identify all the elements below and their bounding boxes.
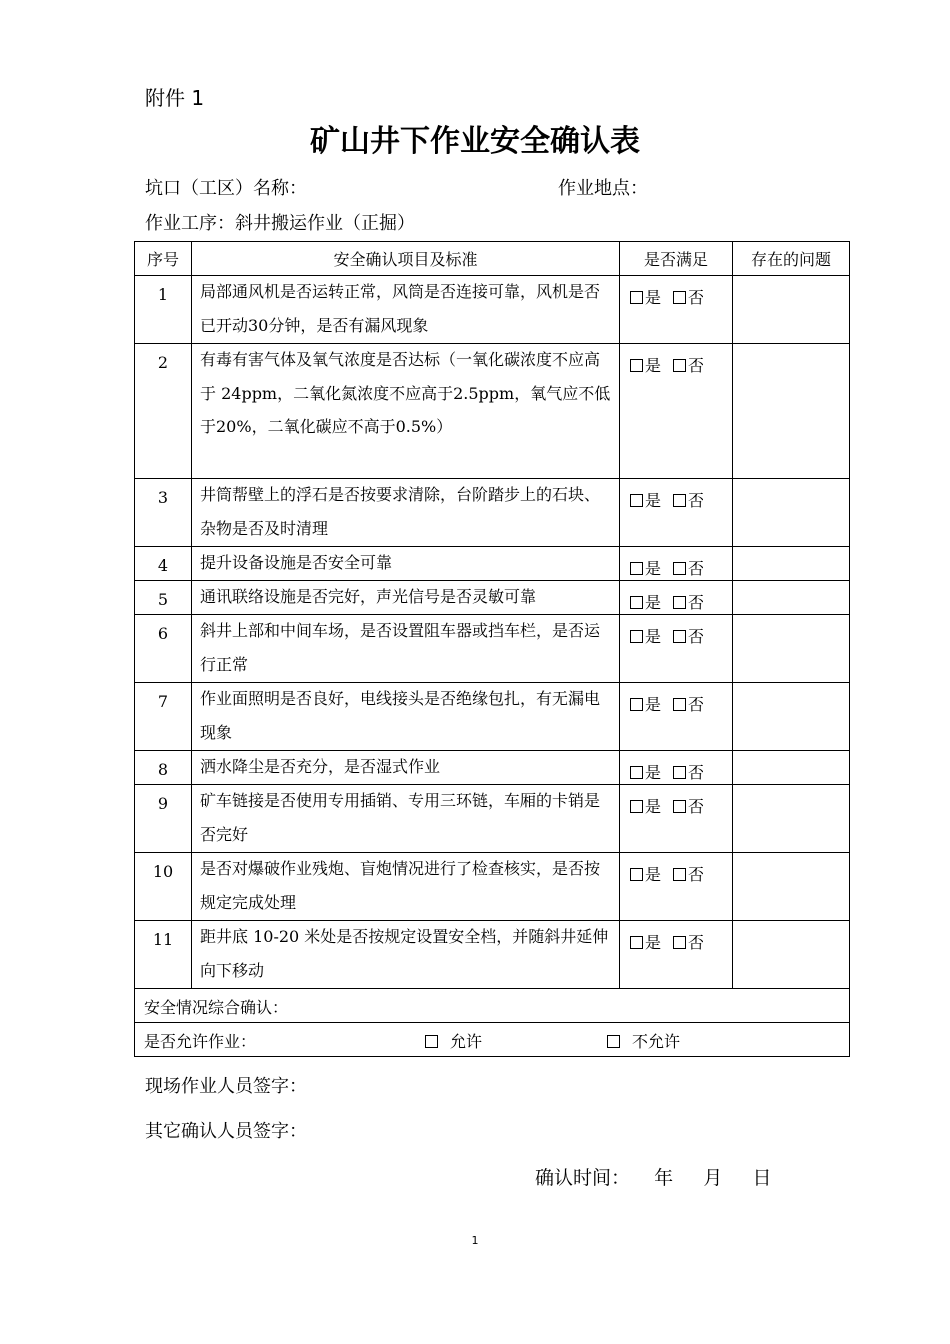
no-option[interactable] [673,288,704,307]
checkbox-icon [630,596,643,609]
no-option[interactable] [673,491,704,510]
row-item-text: 局部通风机是否运转正常，风筒是否连接可靠，风机是否已开动30分钟，是否有漏风现象 [200,282,601,335]
no-label: 否 [688,593,705,612]
row-item [192,615,620,683]
deny-option-label: 不允许 [632,1032,681,1051]
table-row [135,547,850,581]
no-option[interactable] [673,933,704,952]
checkbox-icon [630,868,643,881]
table-row [135,479,850,547]
onsite-signature-label: 现场作业人员签字： [145,1076,307,1097]
yes-option[interactable] [630,559,661,578]
row-satisfied [620,344,733,479]
table-row [135,751,850,785]
row-number: 6 [135,615,192,683]
header-no: 序号 [135,242,192,276]
checkbox-icon [630,562,643,575]
checkbox-icon [673,359,686,372]
row-item [192,344,620,479]
row-number: 8 [135,751,192,785]
yes-option[interactable] [630,627,661,646]
no-label: 否 [688,491,705,510]
yes-label: 是 [645,695,662,714]
table-row [135,853,850,921]
table-header-row [135,242,850,276]
no-label: 否 [688,865,705,884]
yes-label: 是 [645,763,662,782]
no-label: 否 [688,695,705,714]
no-label: 否 [688,288,705,307]
row-item-text: 作业面照明是否良好，电线接头是否绝缘包扎，有无漏电现象 [200,689,601,742]
row-number: 2 [135,344,192,479]
row-item-text: 斜井上部和中间车场，是否设置阻车器或挡车栏，是否运行正常 [200,621,601,674]
row-item [192,785,620,853]
row-number: 11 [135,921,192,989]
row-item [192,276,620,344]
no-label: 否 [688,933,705,952]
checkbox-icon [630,766,643,779]
checkbox-icon [673,291,686,304]
row-satisfied [620,751,733,785]
yes-label: 是 [645,491,662,510]
table-row [135,344,850,479]
yes-option[interactable] [630,491,661,510]
yes-option[interactable] [630,763,661,782]
row-issues[interactable] [733,683,850,751]
checkbox-icon [630,494,643,507]
allow-label: 是否允许作业： [144,1032,257,1051]
row-number: 9 [135,785,192,853]
checkbox-icon [630,698,643,711]
allow-cell [135,1023,850,1057]
checkbox-icon [673,936,686,949]
row-number: 4 [135,547,192,581]
row-satisfied [620,853,733,921]
work-site-label: 作业地点： [558,178,648,199]
row-item-text: 距井底 10-20 米处是否按规定设置安全档，并随斜井延伸向下移动 [200,927,609,980]
attachment-label: 附件 1 [145,86,205,110]
yes-label: 是 [645,559,662,578]
row-item [192,683,620,751]
row-satisfied [620,479,733,547]
row-issues[interactable] [733,853,850,921]
row-number: 3 [135,479,192,547]
row-satisfied [620,615,733,683]
no-option[interactable] [673,797,704,816]
checkbox-icon [425,1035,438,1048]
allow-option-label: 允许 [450,1032,483,1051]
row-issues[interactable] [733,785,850,853]
summary-row [135,989,850,1023]
table-row [135,276,850,344]
row-item-text: 通讯联络设施是否完好，声光信号是否灵敏可靠 [200,587,537,606]
row-item [192,921,620,989]
row-item-text: 是否对爆破作业残炮、盲炮情况进行了检查核实，是否按规定完成处理 [200,859,601,912]
checkbox-icon [673,596,686,609]
row-item-text: 洒水降尘是否充分，是否湿式作业 [200,757,441,776]
checkbox-icon [630,800,643,813]
no-option[interactable] [673,763,704,782]
summary-label: 安全情况综合确认： [135,989,850,1023]
header-satisfied: 是否满足 [620,242,733,276]
table-row [135,785,850,853]
table-row [135,581,850,615]
checkbox-icon [673,868,686,881]
yes-label: 是 [645,288,662,307]
yes-option[interactable] [630,797,661,816]
safety-confirmation-table [134,241,850,1057]
row-item-text: 有毒有害气体及氧气浓度是否达标（一氧化碳浓度不应高于 24ppm，二氧化氮浓度不应高于2.5ppm，氧气应不低于20%，二氧化碳应不高于0.5%） [200,350,611,437]
row-issues[interactable] [733,615,850,683]
row-satisfied [620,785,733,853]
row-satisfied [620,581,733,615]
table-row [135,921,850,989]
row-satisfied [620,276,733,344]
yes-label: 是 [645,865,662,884]
row-issues[interactable] [733,921,850,989]
row-satisfied [620,683,733,751]
no-option[interactable] [673,865,704,884]
allow-row [135,1023,850,1057]
row-item [192,547,620,581]
row-item-text: 矿车链接是否使用专用插销、专用三环链，车厢的卡销是否完好 [200,791,601,844]
no-label: 否 [688,763,705,782]
row-item-text: 提升设备设施是否安全可靠 [200,553,393,572]
checkbox-icon [673,698,686,711]
yes-option[interactable] [630,356,661,375]
row-issues[interactable] [733,276,850,344]
no-option[interactable] [673,559,704,578]
row-issues[interactable] [733,547,850,581]
row-number: 5 [135,581,192,615]
header-issues: 存在的问题 [733,242,850,276]
header-item: 安全确认项目及标准 [192,242,620,276]
row-issues[interactable] [733,479,850,547]
no-option[interactable] [673,627,704,646]
row-number: 1 [135,276,192,344]
yes-label: 是 [645,593,662,612]
row-issues[interactable] [733,344,850,479]
pit-name-label: 坑口（工区）名称： [145,178,307,199]
checkbox-icon [607,1035,620,1048]
row-item [192,581,620,615]
allow-option[interactable] [425,1029,482,1052]
yes-option[interactable] [630,933,661,952]
confirm-time-label: 确认时间： 年 月 日 [535,1167,772,1189]
checkbox-icon [630,291,643,304]
checkbox-icon [673,562,686,575]
checkbox-icon [630,359,643,372]
yes-option[interactable] [630,593,661,612]
yes-option[interactable] [630,695,661,714]
checkbox-icon [673,630,686,643]
page-number: 1 [471,1234,479,1247]
row-number: 7 [135,683,192,751]
table-row [135,615,850,683]
row-item [192,853,620,921]
no-option[interactable] [673,593,704,612]
checkbox-icon [673,800,686,813]
checkbox-icon [630,936,643,949]
yes-label: 是 [645,933,662,952]
row-item [192,479,620,547]
process-label: 作业工序：斜井搬运作业（正掘） [145,213,415,234]
row-item-text: 井筒帮壁上的浮石是否按要求清除，台阶踏步上的石块、杂物是否及时清理 [200,485,601,538]
no-label: 否 [688,797,705,816]
checkbox-icon [630,630,643,643]
no-label: 否 [688,356,705,375]
other-signature-label: 其它确认人员签字： [145,1121,307,1142]
row-issues[interactable] [733,751,850,785]
checkbox-icon [673,494,686,507]
no-option[interactable] [673,356,704,375]
yes-label: 是 [645,797,662,816]
document-title: 矿山井下作业安全确认表 [310,124,640,159]
no-label: 否 [688,559,705,578]
yes-label: 是 [645,356,662,375]
yes-option[interactable] [630,288,661,307]
row-number: 10 [135,853,192,921]
yes-label: 是 [645,627,662,646]
no-option[interactable] [673,695,704,714]
no-label: 否 [688,627,705,646]
checkbox-icon [673,766,686,779]
deny-option[interactable] [607,1029,680,1052]
row-issues[interactable] [733,581,850,615]
table-row [135,683,850,751]
row-item [192,751,620,785]
row-satisfied [620,547,733,581]
yes-option[interactable] [630,865,661,884]
row-satisfied [620,921,733,989]
